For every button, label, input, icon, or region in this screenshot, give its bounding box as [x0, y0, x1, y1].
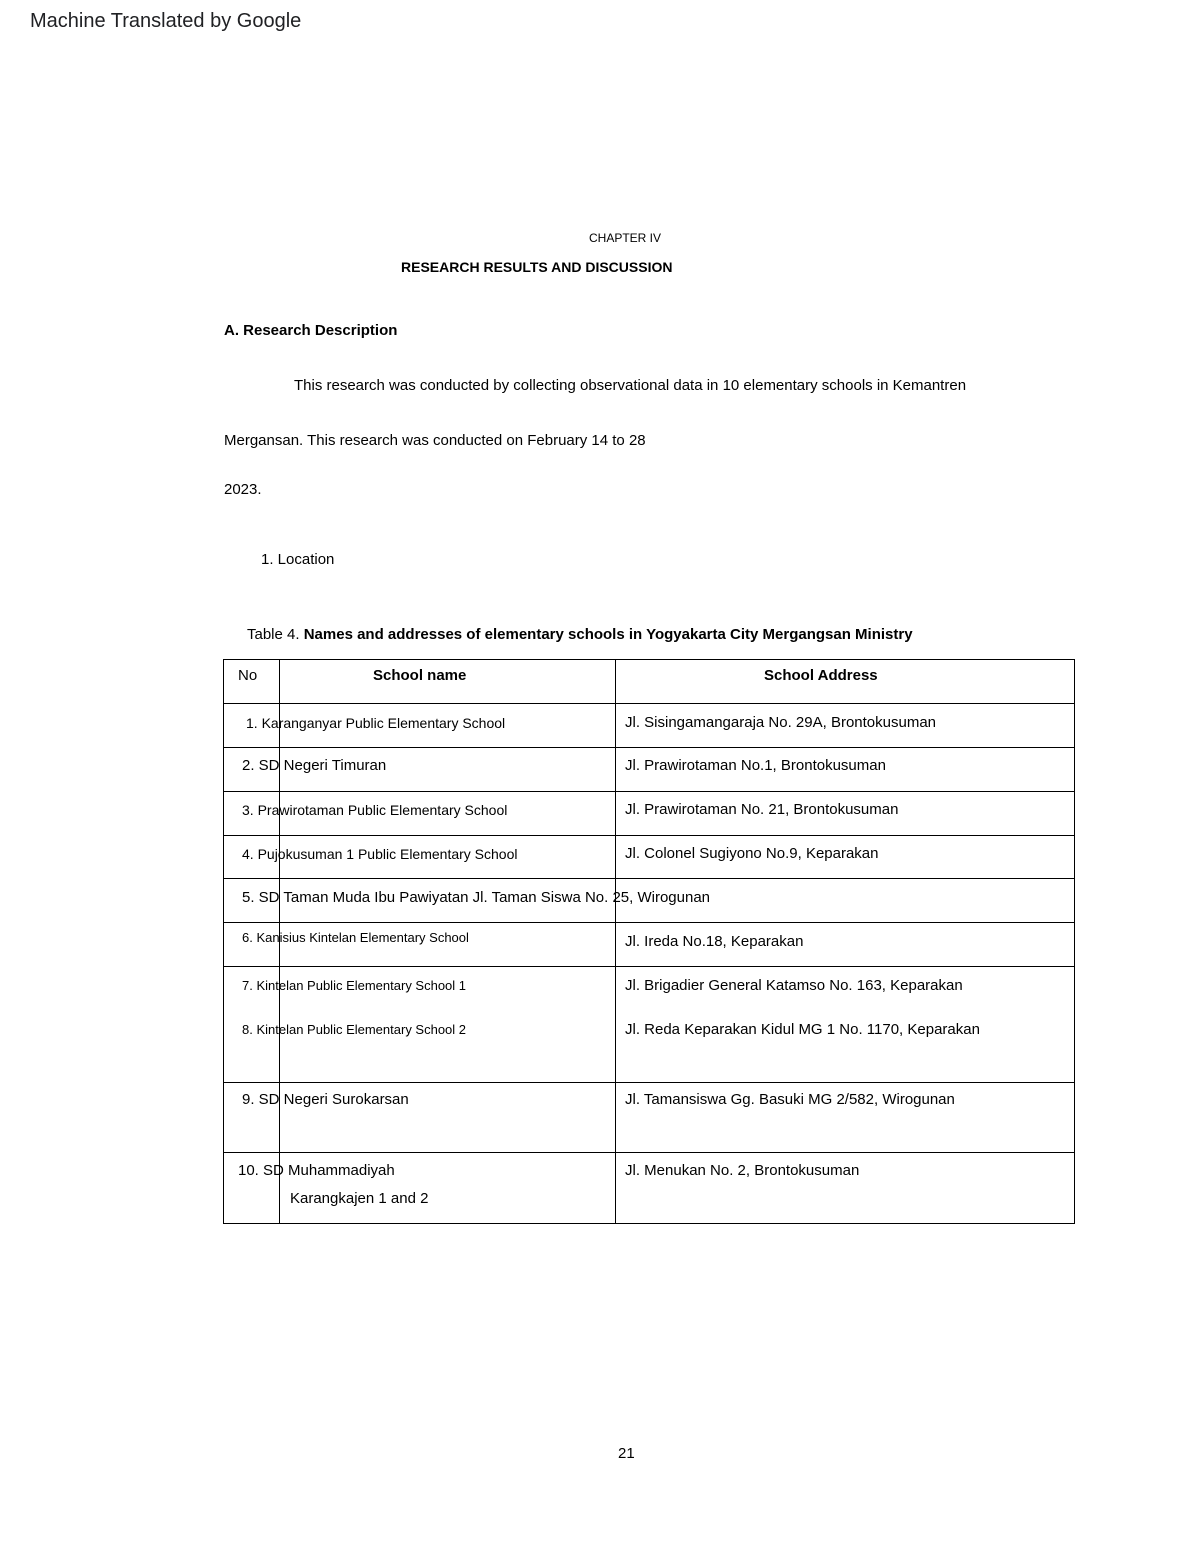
table-cell-school-address: Jl. Ireda No.18, Keparakan — [625, 933, 804, 950]
row-divider — [224, 1152, 1074, 1153]
section-heading: A. Research Description — [224, 322, 398, 339]
table-cell-school-address: Jl. Prawirotaman No. 21, Brontokusuman — [625, 801, 899, 818]
column-divider-name — [615, 660, 616, 1223]
row-divider — [224, 966, 1074, 967]
table-caption-lead: Table 4. — [247, 626, 304, 643]
table-cell-school-address: Jl. Colonel Sugiyono No.9, Keparakan — [625, 845, 879, 862]
row-divider — [224, 922, 1074, 923]
table-cell-school-name-line2: Karangkajen 1 and 2 — [290, 1190, 429, 1207]
table-cell-school-name: 6. Kanisius Kintelan Elementary School — [242, 930, 469, 945]
row-divider — [224, 747, 1074, 748]
table-caption — [247, 626, 913, 643]
table-cell-school-name: 10. SD Muhammadiyah — [238, 1162, 395, 1179]
row-divider — [224, 791, 1074, 792]
list-item-location: 1. Location — [261, 551, 335, 568]
chapter-number: CHAPTER IV — [589, 231, 662, 245]
row-divider — [224, 1082, 1074, 1083]
paragraph-line-2: Mergansan. This research was conducted on February 14 to 28 — [224, 432, 646, 449]
paragraph-line-3: 2023. — [224, 481, 262, 498]
table-cell-school-address: Jl. Menukan No. 2, Brontokusuman — [625, 1162, 860, 1179]
table-cell-school-name: 7. Kintelan Public Elementary School 1 — [242, 978, 467, 993]
table-cell-school-name: 2. SD Negeri Timuran — [242, 757, 387, 774]
header-no: No — [238, 667, 258, 684]
table-cell-school-name-and-address: 5. SD Taman Muda Ibu Pawiyatan Jl. Taman Siswa No. 25, Wirogunan — [242, 889, 711, 906]
machine-translation-banner: Machine Translated by Google — [30, 10, 302, 32]
row-divider — [224, 703, 1074, 704]
page-number: 21 — [618, 1445, 635, 1462]
table-cell-school-address: Jl. Brigadier General Katamso No. 163, Keparakan — [625, 977, 963, 994]
paragraph-line-1: This research was conducted by collecting observational data in 10 elementary schools in Kemantren — [294, 377, 967, 394]
table-cell-school-address: Jl. Sisingamangaraja No. 29A, Brontokusuman — [625, 714, 937, 731]
row-divider — [224, 878, 1074, 879]
chapter-title: RESEARCH RESULTS AND DISCUSSION — [401, 259, 673, 275]
table-cell-school-address: Jl. Tamansiswa Gg. Basuki MG 2/582, Wirogunan — [625, 1091, 955, 1108]
header-school-address: School Address — [764, 667, 878, 684]
row-divider — [224, 835, 1074, 836]
table-cell-school-name: 4. Pujokusuman 1 Public Elementary School — [242, 846, 518, 862]
table-caption-title: Names and addresses of elementary schools in Yogyakarta City Mergangsan Ministry — [303, 626, 913, 643]
table-cell-school-name: 3. Prawirotaman Public Elementary School — [242, 802, 508, 818]
table-cell-school-address: Jl. Prawirotaman No.1, Brontokusuman — [625, 757, 886, 774]
table-cell-school-name: 1. Karanganyar Public Elementary School — [246, 715, 506, 731]
schools-table — [223, 659, 1075, 1224]
table-cell-school-address: Jl. Reda Keparakan Kidul MG 1 No. 1170, Keparakan — [625, 1021, 980, 1038]
table-cell-school-name: 8. Kintelan Public Elementary School 2 — [242, 1022, 467, 1037]
table-cell-school-name: 9. SD Negeri Surokarsan — [242, 1091, 409, 1108]
header-school-name: School name — [373, 667, 467, 684]
